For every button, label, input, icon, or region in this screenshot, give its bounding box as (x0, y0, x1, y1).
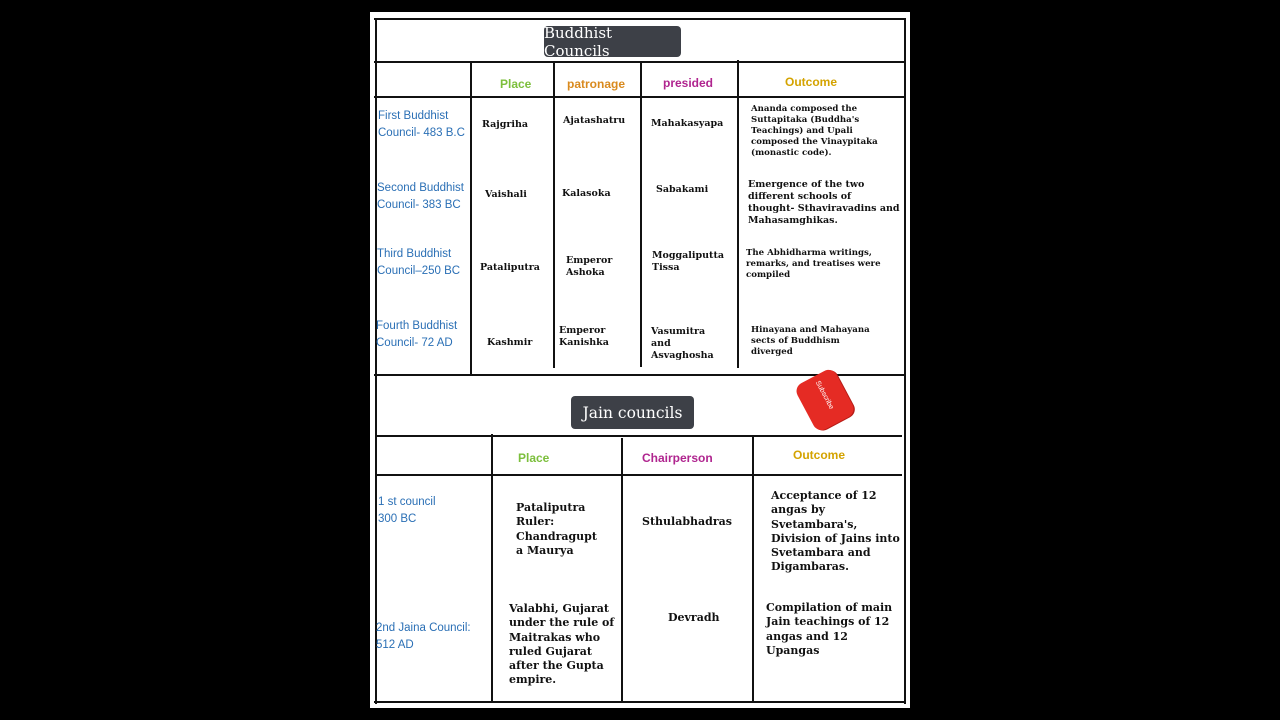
chairperson-cell: Devradh (668, 611, 720, 624)
council-label: 1 st council 300 BC (378, 496, 436, 525)
place-cell: Rajgriha (482, 119, 529, 130)
outcome-cell: Hinayana and Mahayana sects of Buddhism diverged (751, 325, 870, 357)
patronage-cell: Ajatashatru (563, 115, 626, 126)
presided-cell: Vasumitra and Asvaghosha (651, 326, 714, 361)
place-cell: Pataliputra (480, 262, 540, 273)
presided-cell: Moggaliputta Tissa (652, 250, 724, 273)
divider (621, 438, 623, 702)
divider (640, 62, 642, 367)
place-cell: Vaishali (485, 189, 527, 200)
header-presided: presided (663, 76, 714, 90)
divider (374, 701, 904, 703)
patronage-cell: Emperor Kanishka (559, 325, 609, 348)
header-chairperson: Chairperson (642, 451, 713, 465)
place-cell: Kashmir (487, 337, 533, 348)
divider (376, 435, 902, 437)
outcome-cell: Acceptance of 12 angas by Svetambara's, Division of Jains into Svetambara and Digambaras. (771, 489, 900, 574)
divider (491, 434, 493, 702)
presided-cell: Mahakasyapa (651, 118, 724, 129)
divider (752, 436, 754, 702)
divider (374, 61, 904, 63)
jain-title: Jain councils (571, 396, 694, 429)
council-label: First Buddhist Council- 483 B.C (378, 110, 465, 139)
council-label: Second Buddhist Council- 383 BC (377, 182, 464, 211)
patronage-cell: Emperor Ashoka (566, 255, 613, 278)
document-page (370, 12, 910, 708)
outcome-cell: Compilation of main Jain teachings of 12 angas and 12 Upangas (766, 601, 893, 657)
patronage-cell: Kalasoka (562, 188, 611, 199)
outcome-cell: Ananda composed the Suttapitaka (Buddha's Teachings) and Upali composed the Vinaypitaka (monastic code). (751, 104, 878, 158)
council-label: Fourth Buddhist Council- 72 AD (376, 320, 458, 349)
header-place: Place (518, 451, 550, 465)
header-place: Place (500, 77, 532, 91)
header-outcome: Outcome (793, 448, 846, 462)
outcome-cell: The Abhidharma writings, remarks, and treatises were compiled (746, 248, 881, 280)
council-label: 2nd Jaina Council: 512 AD (376, 622, 471, 651)
outcome-cell: Emergence of the two different schools of thought- Sthaviravadins and Mahasamghikas. (748, 179, 900, 226)
header-patronage: patronage (567, 77, 626, 91)
chairperson-cell: Sthulabhadras (642, 515, 732, 528)
place-cell: Pataliputra Ruler: Chandragupt a Maurya (516, 501, 597, 557)
divider (553, 62, 555, 368)
buddhist-title: Buddhist Councils (544, 26, 681, 57)
divider (374, 96, 904, 98)
sticker-text: Subscribe (813, 379, 835, 411)
presided-cell: Sabakami (656, 184, 709, 195)
divider (376, 474, 902, 476)
header-outcome: Outcome (785, 75, 838, 89)
place-cell: Valabhi, Gujarat under the rule of Maitrakas who ruled Gujarat after the Gupta empire. (509, 602, 615, 687)
council-label: Third Buddhist Council–250 BC (377, 248, 461, 277)
divider (374, 18, 904, 20)
divider (737, 60, 739, 368)
